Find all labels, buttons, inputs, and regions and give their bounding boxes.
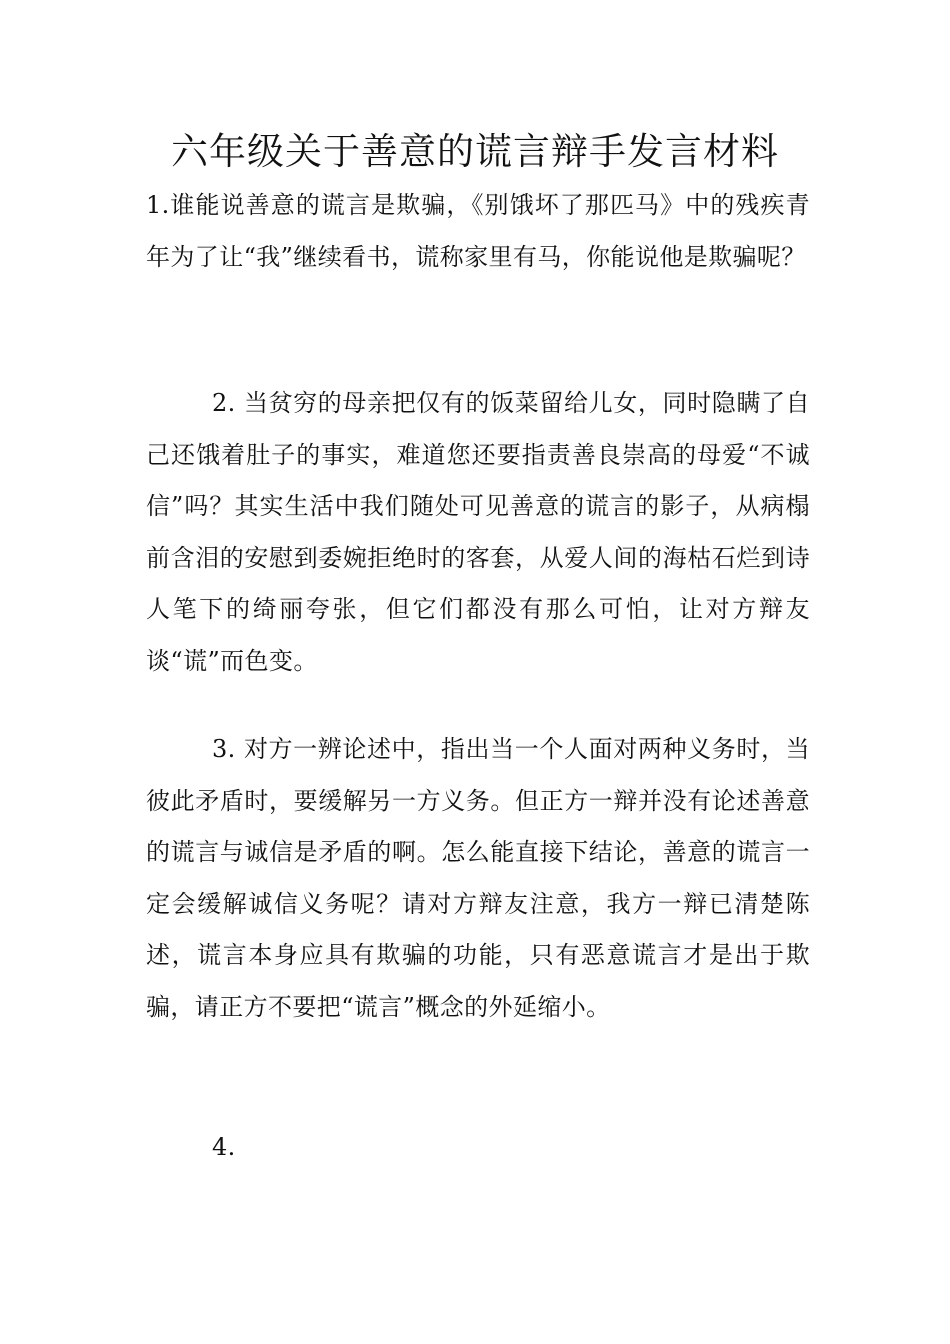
paragraph-2: 2. 当贫穷的母亲把仅有的饭菜留给儿女，同时隐瞒了自己还饿着肚子的事实，难道您还要指责善良崇高的母爱“不诚信”吗？其实生活中我们随处可见善意的谎言的影子，从病榻前含泪的安慰到委婉拒绝时的客套，从爱人间的海枯石烂到诗人笔下的绮丽夸张，但它们都没有那么可怕，让对方辩友谈“谎”而色变。 <box>146 389 810 675</box>
paragraph-3: 3. 对方一辨论述中，指出当一个人面对两种义务时，当彼此矛盾时，要缓解另一方义务。但正方一辩并没有论述善意的谎言与诚信是矛盾的啊。怎么能直接下结论，善意的谎言一定会缓解诚信义务呢？请对方辩友注意，我方一辩已清楚陈述，谎言本身应具有欺骗的功能，只有恶意谎言才是出于欺骗，请正方不要把“谎言”概念的外延缩小。 <box>146 735 810 1021</box>
paragraph-1: 1.谁能说善意的谎言是欺骗，《别饿坏了那匹马》中的残疾青年为了让“我”继续看书，谎称家里有马，你能说他是欺骗呢？ <box>146 191 810 271</box>
document-title: 六年级关于善意的谎言辩手发言材料 <box>171 130 779 173</box>
paragraph-4: 4. <box>212 1133 236 1161</box>
